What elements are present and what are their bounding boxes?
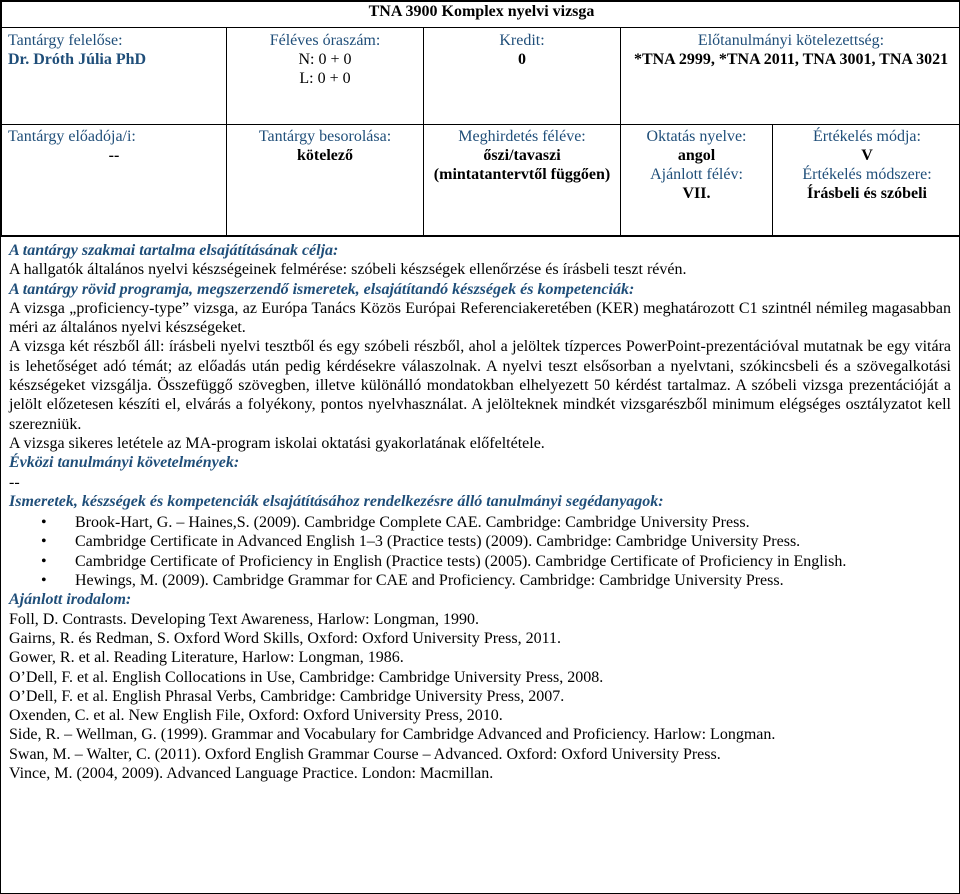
classification-cell (227, 125, 424, 236)
language-label: Oktatás nyelve: (646, 128, 747, 145)
requirements-heading: Évközi tanulmányi követelmények: (9, 454, 240, 472)
program-paragraph-1: A vizsga „proficiency-type” vizsga, az Európa Tanács Közös Európai Referenciakeretében (KER) meghatározott C1 szintnél némileg magasabban méri az általános nyelvi készségeket. (9, 299, 951, 337)
credit-label: Kredit: (499, 32, 545, 49)
credit-value: 0 (518, 51, 526, 68)
list-item: Gower, R. et al. Reading Literature, Harlow: Longman, 1986. (9, 649, 404, 667)
language-value: angol (677, 147, 716, 164)
program-paragraph-2: A vizsga két részből áll: írásbeli nyelvi tesztből és egy szóbeli részből, ahol a jelöltek tízperces PowerPoint-prezentációval mutatnak be egy vitára is lehetőséget adó témát; az előadás után pedig kérdésekre válaszolnak. A nyelvi teszt elsősorban a nyelvtani, szókincsbeli és a szövegalkotási készségeket vizsgálja. Összefüggő szövegben, illetve különálló mondatokban elhelyezett 50 kérdést tartalmaz. A szóbeli vizsga prezentációját a jelölt előzetesen készíti el, elvárás a folyékony, pontos nyelvhasználat. A jelölteknek mindkét vizsgarészből minimum elégséges osztályzatot kell szerezniük. (9, 338, 951, 433)
program-heading: A tantárgy rövid programja, megszerzendő ismeretek, elsajátítandó készségek és kompetenciák: (9, 280, 635, 298)
responsible-label: Tantárgy felelőse: (8, 32, 123, 49)
semester-cell (424, 125, 621, 236)
materials-heading: Ismeretek, készségek és kompetenciák elsajátításához rendelkezésre álló tanulmányi segédanyagok: (9, 492, 664, 510)
list-item: O’Dell, F. et al. English Collocations in Use, Cambridge: Cambridge University Press, 2008. (9, 668, 604, 686)
list-item: Side, R. – Wellman, G. (1999). Grammar and Vocabulary for Cambridge Advanced and Proficiency. Harlow: Longman. (9, 726, 776, 744)
list-item: Vince, M. (2004, 2009). Advanced Language Practice. London: Macmillan. (9, 765, 494, 783)
eval-method-value: Írásbeli és szóbeli (807, 185, 927, 202)
list-item: Swan, M. – Walter, C. (2011). Oxford English Grammar Course – Advanced. Oxford: Oxford University Press. (9, 745, 721, 763)
list-item: • Cambridge Certificate of Proficiency in English (Practice tests) (2005). Cambridge Certificate of Proficiency in English. (75, 552, 951, 571)
list-item: • Cambridge Certificate in Advanced English 1–3 (Practice tests) (2009). Cambridge: Cambridge University Press. (75, 532, 951, 551)
list-item: Foll, D. Contrasts. Developing Text Awareness, Harlow: Longman, 1990. (9, 610, 479, 628)
list-item: • Brook-Hart, G. – Haines,S. (2009). Cambridge Complete CAE. Cambridge: Cambridge University Press. (75, 513, 951, 532)
lecturer-label: Tantárgy előadója/i: (8, 128, 136, 145)
prereq-value: *TNA 2999, *TNA 2011, TNA 3001, TNA 3021 (633, 51, 949, 68)
classification-value: kötelező (297, 147, 353, 164)
recommended-value: VII. (682, 185, 711, 202)
semester-label: Meghirdetés féléve: (458, 128, 586, 145)
recommended-label: Ajánlott félév: (650, 166, 743, 183)
list-item: Gairns, R. és Redman, S. Oxford Word Skills, Oxford: Oxford University Press, 2011. (9, 629, 562, 647)
eval-method-label: Értékelés módszere: (802, 166, 932, 183)
course-title: TNA 3900 Komplex nyelvi vizsga (2, 2, 960, 28)
lecturer-value: -- (108, 147, 120, 164)
prereq-cell (621, 28, 960, 125)
goal-heading: A tantárgy szakmai tartalma elsajátításának célja: (9, 242, 339, 259)
course-details-table (1, 124, 960, 236)
classification-label: Tantárgy besorolása: (258, 128, 392, 145)
literature-heading: Ajánlott irodalom: (9, 591, 132, 609)
hours-n: N: 0 + 0 (298, 51, 352, 68)
list-item: Oxenden, C. et al. New English File, Oxford: Oxford University Press, 2010. (9, 707, 503, 725)
responsible-value: Dr. Dróth Júlia PhD (8, 51, 147, 68)
program-paragraph-3: A vizsga sikeres letétele az MA-program iskolai oktatási gyakorlatának előfeltétele. (9, 434, 545, 452)
responsible-cell (2, 28, 227, 125)
requirements-text: -- (9, 473, 20, 491)
hours-l: L: 0 + 0 (299, 70, 351, 87)
prereq-label: Előtanulmányi kötelezettség: (697, 32, 885, 49)
list-item: • Hewings, M. (2009). Cambridge Grammar for CAE and Proficiency. Cambridge: Cambridge University Press. (75, 571, 951, 590)
hours-cell (227, 28, 424, 125)
materials-list (9, 513, 951, 590)
evaluation-cell (773, 125, 960, 236)
credit-cell (424, 28, 621, 125)
goal-text: A hallgatók általános nyelvi készségeinek felmérése: szóbeli készségek ellenőrzése és írásbeli teszt révén. (9, 261, 687, 279)
eval-mode-label: Értékelés módja: (813, 128, 921, 145)
course-info-table (1, 1, 960, 125)
eval-mode-value: V (861, 147, 873, 164)
semester-value: őszi/tavaszi (mintatantervtől függően) (433, 147, 611, 183)
list-item: O’Dell, F. et al. English Phrasal Verbs, Cambridge: Cambridge University Press, 2007. (9, 687, 565, 705)
hours-label: Féléves óraszám: (269, 32, 381, 49)
course-description (1, 236, 959, 783)
language-cell (621, 125, 773, 236)
lecturer-cell (2, 125, 227, 236)
